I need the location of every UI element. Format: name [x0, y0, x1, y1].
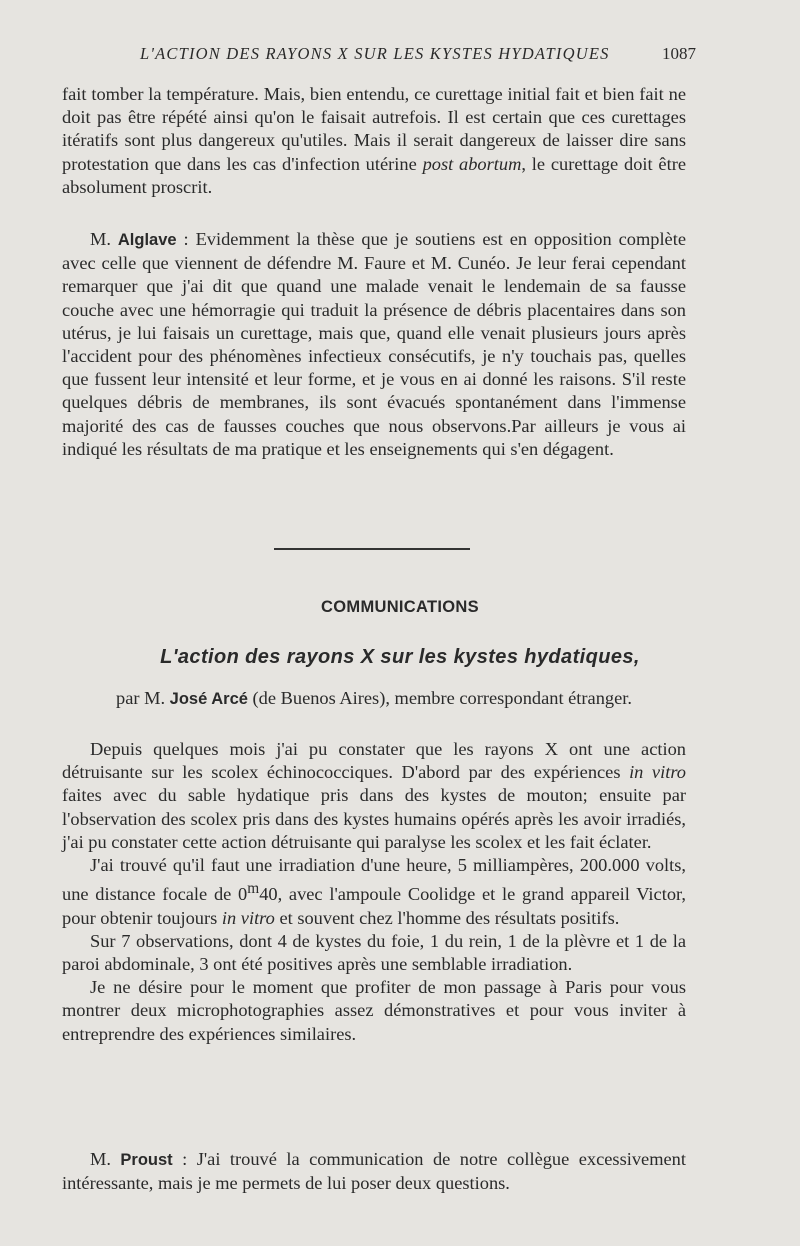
running-head — [0, 44, 800, 68]
paragraph-text: J'ai trouvé qu'il faut une irradiation d'une heure, 5 milliampères, 200.000 volts, une distance focale de 0 — [62, 855, 686, 905]
paragraph-text: et souvent chez l'homme des résultats positifs. — [274, 907, 620, 928]
byline-prefix: par M. — [116, 688, 170, 708]
speaker-prefix: M. — [90, 1149, 121, 1169]
author-name: José Arcé — [169, 690, 248, 708]
paragraph-text: : Evidemment la thèse que je soutiens est en opposition complète avec celle que viennent de défendre M. Faure et M. Cunéo. Je leur ferai cependant remarquer que j'ai dit que quand une malade venait le lendemain de sa fausse couche avec une hémorragie qui traduit la présence de débris placentaires dans son utérus, je lui faisais un curettage, mais que, quand elle venait plusieurs jours après l'accident pour des phénomènes infectieux consécutifs, je n'y touchais pas, quelles que fussent leur intensité et leur forme, et je vous en ai donné les raisons. S'il reste quelques débris de membranes, ils sont évacués spontanément dans l'immense majorité des cas de fausses couches que nous observons.Par ailleurs je vous ai indiqué les résultats de ma pratique et les enseignements qui s'en dégagent. — [62, 229, 686, 459]
page-number: 1087 — [662, 44, 696, 63]
paragraph-curettage — [62, 83, 686, 199]
running-head-title: L'ACTION DES RAYONS X SUR LES KYSTES HYDATIQUES — [140, 44, 610, 63]
paragraph-proust — [62, 1148, 686, 1195]
italic-term: in vitro — [629, 762, 686, 783]
section-heading: COMMUNICATIONS — [321, 598, 479, 616]
speaker-name: Proust — [120, 1151, 173, 1169]
italic-term: in vitro — [221, 907, 275, 928]
paragraph-text: Depuis quelques mois j'ai pu constater que les rayons X ont une action détruisante sur les scolex échinococciques. D'abord par des expériences — [62, 739, 686, 783]
italic-term: post abortum — [422, 153, 522, 174]
byline — [62, 687, 686, 711]
speaker-name: Alglave — [117, 231, 177, 249]
paragraph-text: faites avec du sable hydatique pris dans des kystes de mouton; ensuite par l'observation des scolex pris dans des kystes humains opérés après les avoir irradiés, j'ai pu constater cette action détruisante qui paralyse les scolex et les fait éclater. — [62, 785, 686, 852]
paragraph-text: fait tomber la température. Mais, bien entendu, ce curettage initial fait et bien fait ne doit pas être répété ainsi qu'on le faisait autrefois. Il est certain que ces curettages itératifs sont plus dangereux qu'utiles. Mais il serait dangereux de laisser dire sans protestation que dans les cas d'infection utérine — [62, 84, 686, 174]
paragraph-text: 40, avec l'ampoule Coolidge et le grand appareil Victor, pour obtenir toujours — [62, 884, 686, 928]
speaker-prefix: M. — [90, 229, 118, 249]
paragraph-text: , le curettage doit être absolument proscrit. — [62, 153, 686, 197]
paragraph-text: Sur 7 observations, dont 4 de kystes du foie, 1 du rein, 1 de la plèvre et 1 de la paroi abdominale, 3 ont été positives après une semblable irradiation. — [62, 930, 686, 974]
paragraph-text: Je ne désire pour le moment que profiter de mon passage à Paris pour vous montrer deux microphotographies assez démonstratives et pour vous inviter à entreprendre des expériences similaires. — [62, 977, 686, 1044]
paragraph-text: : J'ai trouvé la communication de notre collègue excessivement intéressante, mais je me permets de lui poser deux questions. — [62, 1149, 686, 1194]
article-body — [62, 738, 686, 1046]
unit-superscript: m — [247, 880, 260, 898]
section-divider — [274, 548, 470, 550]
byline-affiliation: (de Buenos Aires), membre correspondant étranger. — [247, 688, 632, 708]
paragraph-alglave — [62, 228, 686, 461]
article-title: L'action des rayons X sur les kystes hydatiques, — [160, 646, 640, 668]
